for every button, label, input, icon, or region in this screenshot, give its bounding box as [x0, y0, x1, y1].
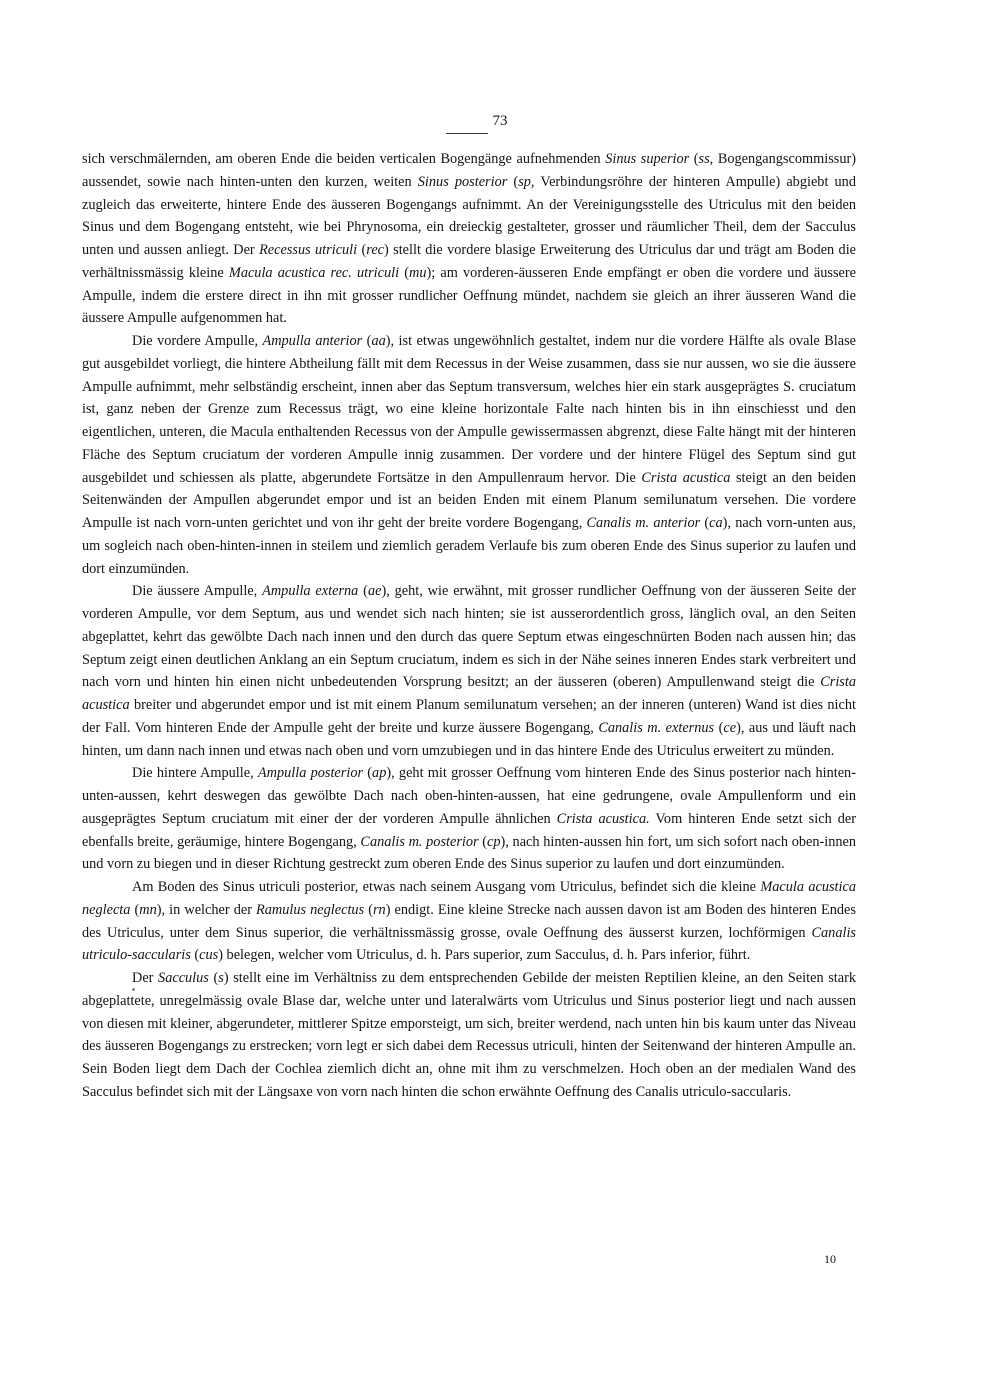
ink-speck: [132, 988, 135, 991]
sheet-signature: 10: [824, 1252, 836, 1266]
italic-term: Canalis m. anterior: [586, 515, 701, 531]
italic-term: Crista acustica: [82, 674, 856, 713]
text-run: ), geht mit grosser Oeffnung vom hinteren Ende des Sinus posterior nach hinten-unten-aussen, kehrt deswegen das gewölbte Dach nach oben-hinten-aussen, hat eine gedrungene, ovale Ampullenform und ein ausgeprägtes Septum cruciatum mit einer der der vorderen Ampulle ähnlichen: [82, 765, 856, 827]
text-run: (: [357, 242, 367, 258]
paragraph: [82, 148, 856, 330]
text-run: ), nach vorn-unten aus, um sogleich nach oben-hinten-innen in steilem und ziemlich geradem Verlaufe bis zum oberen Ende des Sinus superior zu laufen und dort einzumünden.: [82, 515, 856, 577]
text-run: ), aus und läuft nach hinten, um dann nach innen und etwas nach oben und vorn umzubiegen und in das hintere Ende des Utriculus erweitert zu münden.: [82, 719, 856, 759]
text-run: ) stellt die vordere blasige Erweiterung des Utriculus dar und trägt am Boden die verhältnissmässig kleine: [82, 242, 857, 281]
text-run: Bogengangscommissur) aussendet, sowie nach hinten-unten den kurzen, weiten: [82, 151, 857, 190]
italic-term: ca: [709, 515, 723, 531]
text-run: sich verschmälernden, am oberen Ende die beiden verticalen Bogengänge aufnehmenden: [82, 151, 606, 167]
text-run: ) stellt eine im Verhältniss zu dem entsprechenden Gebilde der meisten Reptilien kleine, an den Seiten stark abgeplattete, unregelmässig ovale Blase dar, welche unter und lateralwärts vom Utriculus und Sinus posterior liegt und nach aussen von diesen mit kleiner, abgerundeter, mittlerer Spitze emporsteigt, um sich, breiter werdend, nach unten hin bis kaum unter das Niveau des äusseren Bogengangs zu erstrecken; vorn legt er sich dabei dem Recessus utriculi, hinten der Seitenwand der hinteren Ampulle an. Sein Boden liegt dem Dach der Cochlea ziemlich dicht an, ohne mit ihm zu verschmelzen. Hoch oben an der medialen Wand des Sacculus befindet sich mit der Längsaxe von vorn nach hinten die schon erwähnte Oeffnung des Canalis utriculo-saccularis.: [82, 970, 856, 1100]
italic-term: aa: [371, 333, 386, 349]
text-run: ), nach hinten-aussen hin fort, um sich sofort nach oben-innen und vorn zu biegen und in dieser Richtung gestreckt zum oberen Ende des Sinus superior zu laufen und dort einzumünden.: [82, 833, 857, 873]
text-run: steigt an den beiden Seitenwänden der Ampullen abgerundet empor und ist an beiden Enden mit einem Planum semilunatum versehen. Die vordere Ampulle ist nach vorn-unten gerichtet und von ihr geht der breite vordere Bogengang,: [82, 469, 856, 531]
italic-term: ae: [367, 583, 382, 600]
italic-term: Recessus utriculi: [259, 242, 358, 258]
text-run: (: [190, 947, 200, 964]
text-run: (: [362, 333, 372, 349]
text-run: Vom hinteren Ende setzt sich der ebenfalls breite, geräumige, hintere Bogengang,: [82, 810, 856, 850]
paragraph: [82, 762, 856, 876]
italic-term: Macula acustica rec. utriculi: [228, 264, 400, 281]
text-run: Der: [132, 970, 159, 986]
italic-term: mn: [139, 901, 157, 918]
text-run: ), ist etwas ungewöhnlich gestaltet, indem nur die vordere Hälfte als ovale Blase gut ausgebildet vorliegt, die hintere Abtheilung fällt mit dem Recessus in der Weise zusammen, dass sie nur aussen, wo sie die äussere Ampulle aufnimmt, mehr selbständig erscheint, innen aber das Septum transversum, welches hier ein stark ausgeprägtes S. cruciatum ist, ganz neben der Grenze zum Recessus trägt, wo eine kleine horizontale Falte nach hinten bis in ihn einschiesst und den eigentlichen, unteren, die Macula enthaltenden Recessus von der Ampulle gewissermassen abgrenzt, diese Falte hängt mit der hinteren Fläche des Septum cruciatum der vorderen Ampulle innig zusammen. Der vordere und der hintere Flügel des Septum sind gut ausgebildet und schiessen als platte, abgerundete Fortsätze in den Ampullenraum hervor. Die: [82, 333, 856, 486]
header-rule: [446, 133, 488, 134]
italic-term: ap: [372, 765, 387, 782]
body-text: [82, 148, 856, 1104]
text-run: ), geht, wie erwähnt, mit grosser rundlicher Oeffnung von der äusseren Seite der vorderen Ampulle, vor dem Septum, aus und wendet sich nach hinten; sie ist ausserordentlich gross, länglich oval, an den Seiten abgeplattet, kehrt das gewölbte Dach nach innen und den durch das quere Septum etwas eingeschnürten Boden nach aussen hin; das Septum zeigt einen deutlichen Anklang an ein Septum cruciatum, indem es sich in der Nähe seines inneren Endes stark verbreitert und nach vorn und hinten hin einen nicht unbedeutenden Vorsprung besitzt; an der äusseren (oberen) Ampullenwand steigt die: [82, 583, 856, 691]
italic-term: Sinus superior: [605, 151, 690, 167]
italic-term: rec: [366, 242, 385, 258]
italic-term: Ampulla externa: [262, 583, 359, 600]
text-run: (: [208, 970, 219, 986]
italic-term: Crista acustica.: [556, 810, 650, 827]
italic-term: Ramulus neglectus: [256, 901, 365, 918]
text-run: ) belegen, welcher vom Utriculus, d. h. Pars superior, zum Sacculus, d. h. Pars inferior, führt.: [218, 947, 751, 964]
text-run: ), in welcher der: [156, 901, 257, 918]
paragraph: [82, 967, 856, 1104]
italic-term: ss,: [698, 151, 714, 167]
text-run: ); am vorderen-äusseren Ende empfängt er oben die vordere und äussere Ampulle, indem die erstere direct in ihn mit grosser rundlicher Oeffnung mündet, nachdem sie gleich an ihrer äusseren Wand die äussere Ampulle aufgenommen hat.: [82, 264, 856, 327]
text-run: Am Boden des Sinus utriculi posterior, etwas nach seinem Ausgang vom Utriculus, befindet sich die kleine: [132, 879, 761, 895]
italic-term: Canalis m. externus: [598, 719, 715, 736]
italic-term: Ampulla posterior: [257, 765, 364, 782]
text-run: (: [714, 719, 724, 736]
text-run: ) endigt. Eine kleine Strecke nach aussen davon ist am Boden des hinteren Endes des Utriculus, unter dem Sinus superior, die verhältnissmässig grosse, ovale Oeffnung des äusserst kurzen, lochförmigen: [82, 901, 856, 941]
italic-term: Ampulla anterior: [262, 333, 363, 349]
italic-term: s: [218, 970, 224, 986]
text-run: (: [358, 583, 368, 600]
text-run: Die hintere Ampulle,: [132, 765, 258, 782]
text-run: (: [700, 515, 710, 531]
paragraph: [82, 580, 856, 762]
text-run: (: [399, 264, 410, 281]
paragraph: [82, 876, 856, 967]
text-run: (: [478, 833, 488, 850]
text-run: breiter und abgerundet empor und ist mit einem Planum semilunatum versehen; an der inneren (unteren) Wand ist dies nicht der Fall. Vom hinteren Ende der Ampulle geht der breite und kurze äussere Bogengang,: [82, 697, 856, 736]
italic-term: cus: [199, 947, 219, 964]
italic-term: ce: [723, 719, 737, 736]
page-number: 73: [492, 113, 508, 129]
text-run: (: [364, 901, 373, 918]
italic-term: Crista acustica: [641, 469, 731, 486]
italic-term: cp: [487, 833, 501, 850]
italic-term: Macula acustica neglecta: [82, 879, 856, 918]
text-run: (: [507, 173, 519, 190]
italic-term: Canalis m. posterior: [360, 833, 479, 850]
italic-term: Sinus posterior: [417, 173, 508, 190]
text-run: Die äussere Ampulle,: [132, 583, 263, 600]
paragraph: [82, 330, 856, 580]
text-run: (: [363, 765, 373, 782]
italic-term: mu: [409, 264, 427, 281]
italic-term: Sacculus: [158, 970, 209, 986]
italic-term: sp,: [518, 173, 535, 190]
italic-term: rn: [372, 901, 386, 918]
text-run: (: [130, 901, 140, 918]
text-run: Die vordere Ampulle,: [132, 333, 263, 349]
text-run: Verbindungsröhre der hinteren Ampulle) abgiebt und zugleich das erweiterte, hintere Ende des äusseren Bogengangs aufnimmt. An der Vereinigungsstelle des Utriculus mit den beiden Sinus und dem Bogengang entsteht, wie bei Phrynosoma, ein dreieckig gestalteter, grosser und räumlicher Theil, dem der Sacculus unten und aussen anliegt. Der: [82, 173, 856, 258]
text-run: (: [689, 151, 699, 167]
italic-term: Canalis utriculo-saccularis: [82, 924, 856, 964]
